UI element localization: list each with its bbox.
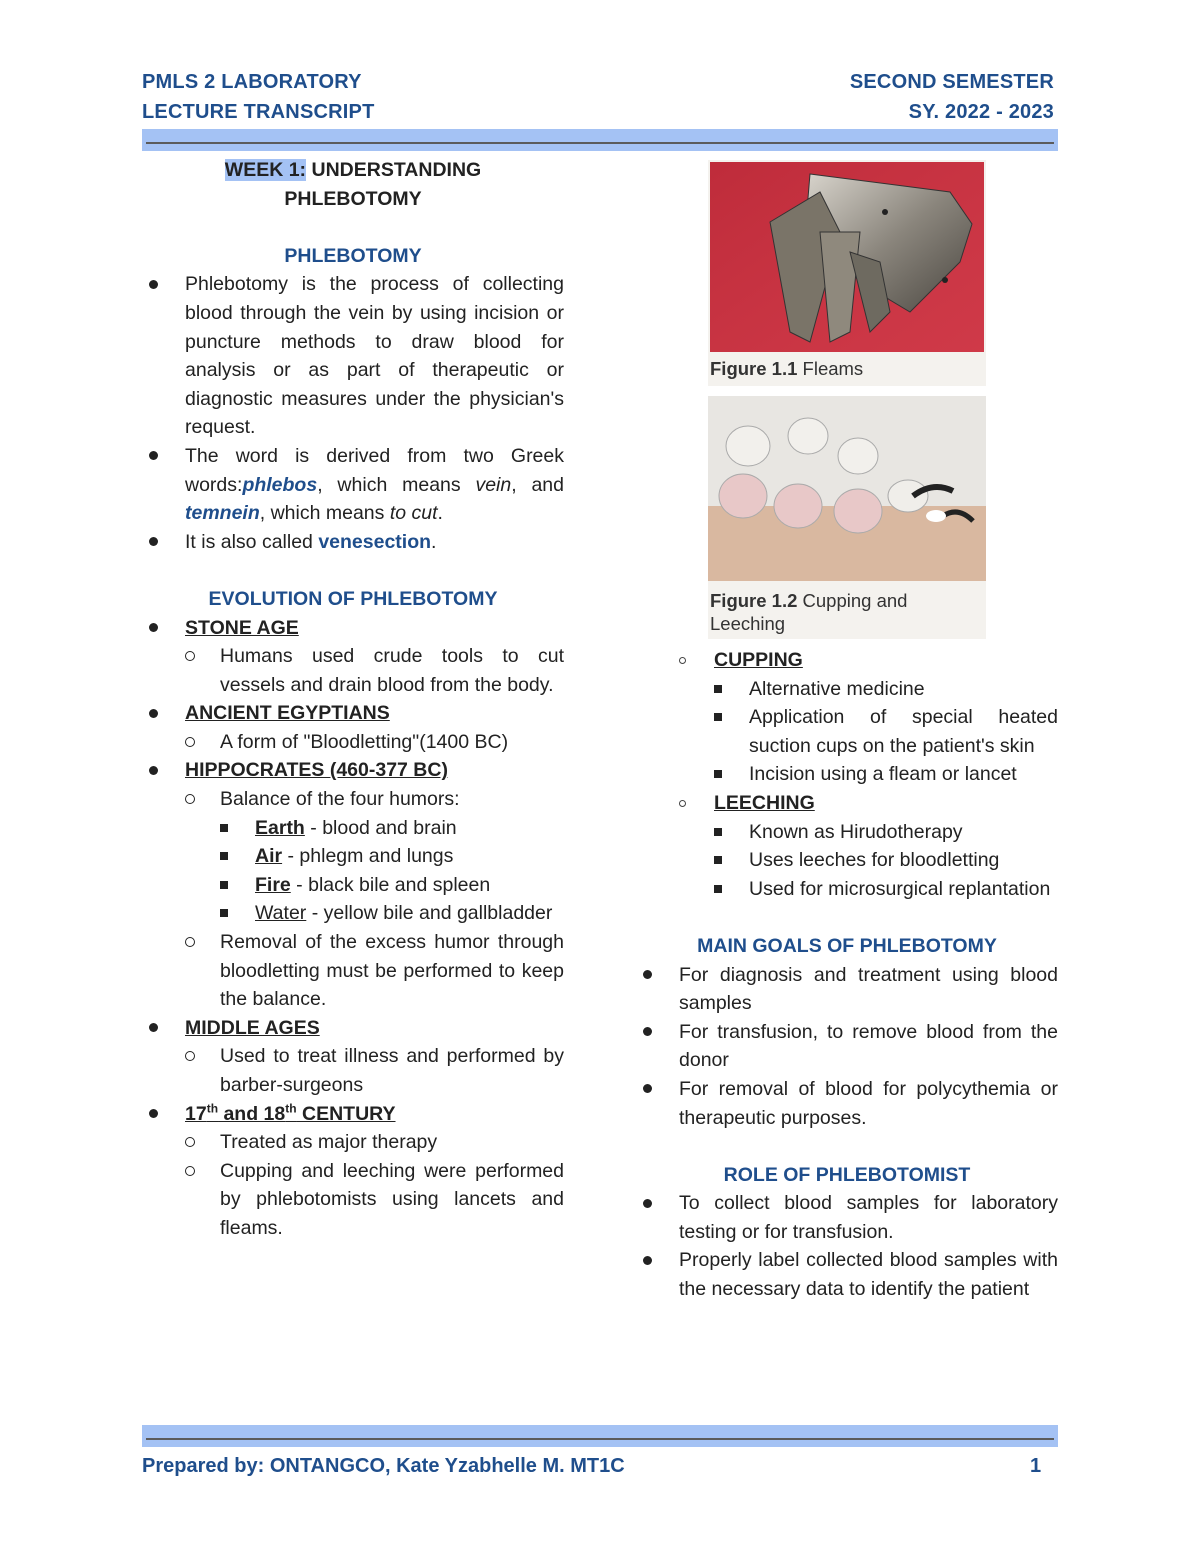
ordinal-suffix: th <box>206 1101 219 1116</box>
figure-caption-text: Leeching <box>710 613 786 634</box>
circle-bullet-icon <box>185 737 195 747</box>
figure-caption-text: Fleams <box>802 358 864 379</box>
era-stone-age: STONE AGE <box>185 616 299 639</box>
item-text: , and <box>511 473 564 496</box>
bullet-icon <box>149 623 158 632</box>
circle-bullet-icon <box>185 1051 195 1061</box>
hollow-bullet-icon <box>679 800 686 807</box>
square-bullet-icon <box>220 824 228 832</box>
item-text: Properly label collected blood samples with the necessary data to identify the patient <box>679 1249 1058 1301</box>
list-item <box>636 1018 1058 1075</box>
list-item <box>142 814 564 843</box>
item-text: Uses leeches for bloodletting <box>749 849 1000 872</box>
page-number: 1 <box>1030 1455 1042 1477</box>
left-column <box>142 156 564 1243</box>
item-text: For diagnosis and treatment using blood samples <box>679 963 1058 1015</box>
section-heading-role: ROLE OF PHLEBOTOMIST <box>723 1163 971 1186</box>
square-bullet-icon <box>714 856 722 864</box>
footer-divider <box>142 1425 1058 1447</box>
item-text: Incision using a fleam or lancet <box>749 763 1017 786</box>
item-text: Application of special heated suction cups on the patient's skin <box>749 706 1058 757</box>
list-item <box>142 1157 564 1243</box>
square-bullet-icon <box>220 909 228 917</box>
century-18: and 18 <box>218 1102 286 1125</box>
item-text: Balance of the four humors: <box>220 788 460 811</box>
bullet-icon <box>149 766 158 775</box>
circle-bullet-icon <box>185 937 195 947</box>
item-text: - black bile and spleen <box>290 873 491 896</box>
list-item <box>142 842 564 871</box>
week-label: WEEK 1: <box>224 159 307 181</box>
circle-bullet-icon <box>185 794 195 804</box>
item-text: For removal of blood for polycythemia or therapeutic purposes. <box>679 1077 1058 1129</box>
list-item <box>636 675 1058 704</box>
figure-fleams <box>708 160 986 386</box>
section-heading-evolution: EVOLUTION OF PHLEBOTOMY <box>208 587 498 610</box>
bullet-icon <box>149 1023 158 1032</box>
item-text: , which means <box>259 502 390 525</box>
item-text: Humans used crude tools to cut vessels and drain blood from the body. <box>220 645 564 696</box>
circle-bullet-icon <box>185 1166 195 1176</box>
list-item <box>142 785 564 814</box>
item-text: It is also called <box>185 530 319 553</box>
item-text: Alternative medicine <box>749 677 925 700</box>
list-item <box>636 1246 1058 1303</box>
semester: SECOND SEMESTER <box>849 71 1054 93</box>
square-bullet-icon <box>714 885 722 893</box>
figure-cupping-leeching <box>708 396 986 639</box>
figure-caption <box>710 358 863 380</box>
section-heading-phlebotomy: PHLEBOTOMY <box>284 244 422 267</box>
item-text: Phlebotomy is the process of collecting blood through the vein by using incision or puncture methods to draw blood for analysis or as part of therapeutic or diagnostic measures under the physician's request. <box>185 273 564 439</box>
list-item <box>142 871 564 900</box>
figure-caption-text: Cupping and <box>802 590 908 611</box>
bullet-icon <box>643 1256 652 1265</box>
list-item <box>142 1128 564 1157</box>
ordinal-suffix: th <box>285 1101 297 1116</box>
circle-bullet-icon <box>185 1137 195 1147</box>
item-text: , which means <box>317 473 476 496</box>
item-text: To collect blood samples for laboratory testing or for transfusion. <box>679 1192 1058 1243</box>
item-text: Used for microsurgical replantation <box>749 877 1051 900</box>
course-title: PMLS 2 LABORATORY <box>142 71 362 93</box>
page-title <box>142 156 564 185</box>
bullet-icon <box>643 1084 652 1093</box>
bullet-icon <box>643 1027 652 1036</box>
figure-number: Figure 1.1 <box>710 358 798 379</box>
century-word: CENTURY <box>296 1102 396 1125</box>
term-phlebos: phlebos <box>242 473 318 496</box>
era-egyptians: ANCIENT EGYPTIANS <box>185 702 390 725</box>
term-temnein: temnein <box>185 502 260 525</box>
term-vein: vein <box>475 473 512 496</box>
list-item <box>636 846 1058 875</box>
item-text: - yellow bile and gallbladder <box>306 902 553 925</box>
bullet-icon <box>149 1109 158 1118</box>
hollow-bullet-icon <box>679 657 686 664</box>
list-item <box>142 528 564 557</box>
list-item <box>142 270 564 442</box>
item-text: - blood and brain <box>304 816 457 839</box>
square-bullet-icon <box>714 770 722 778</box>
list-item <box>142 756 564 785</box>
item-text: Known as Hirudotherapy <box>749 820 963 843</box>
item-text: Cupping and leeching were performed by phlebotomists using lancets and fleams. <box>220 1159 564 1239</box>
term-to-cut: to cut <box>389 502 438 525</box>
term-venesection: venesection <box>318 530 432 553</box>
square-bullet-icon <box>714 713 722 721</box>
subheading-leeching: LEECHING <box>714 791 815 814</box>
humor-earth: Earth <box>255 816 305 839</box>
document-type: LECTURE TRANSCRIPT <box>142 101 375 123</box>
item-text: For transfusion, to remove blood from the donor <box>679 1020 1058 1072</box>
bullet-icon <box>643 1199 652 1208</box>
era-hippocrates: HIPPOCRATES (460-377 BC) <box>185 759 448 782</box>
square-bullet-icon <box>714 685 722 693</box>
list-item <box>636 961 1058 1018</box>
right-column <box>636 646 1058 1304</box>
square-bullet-icon <box>714 828 722 836</box>
list-item <box>636 646 1058 675</box>
subheading-cupping: CUPPING <box>714 649 803 671</box>
era-17-18-century <box>185 1103 396 1125</box>
figure-caption <box>710 589 907 635</box>
century-17: 17 <box>185 1102 207 1125</box>
item-text: Removal of the excess humor through bloodletting must be performed to keep the balance. <box>220 931 564 1011</box>
list-item <box>142 642 564 699</box>
item-text: Treated as major therapy <box>220 1131 438 1154</box>
bullet-icon <box>149 709 158 718</box>
bullet-icon <box>643 970 652 979</box>
prepared-by: Prepared by: ONTANGCO, Kate Yzabhelle M. MT1C <box>142 1455 625 1477</box>
item-text: . <box>437 502 443 525</box>
bullet-icon <box>149 537 158 546</box>
title-line1: UNDERSTANDING <box>306 159 482 181</box>
list-item <box>142 728 564 757</box>
list-item <box>142 1100 564 1129</box>
square-bullet-icon <box>220 852 228 860</box>
list-item <box>636 818 1058 847</box>
figure-number: Figure 1.2 <box>710 590 798 611</box>
square-bullet-icon <box>220 881 228 889</box>
school-year: SY. 2022 - 2023 <box>908 101 1054 123</box>
title-line2: PHLEBOTOMY <box>284 187 422 210</box>
header-divider <box>142 129 1058 151</box>
cupping-photo <box>708 396 986 581</box>
list-item <box>142 1042 564 1099</box>
humor-air: Air <box>255 845 283 868</box>
list-item <box>636 703 1058 760</box>
list-item <box>636 875 1058 904</box>
list-item <box>636 789 1058 818</box>
list-item <box>636 1075 1058 1132</box>
bullet-icon <box>149 451 158 460</box>
list-item <box>142 614 564 643</box>
item-text: . <box>431 530 437 553</box>
list-item <box>142 928 564 1014</box>
list-item <box>142 699 564 728</box>
list-item <box>636 1189 1058 1246</box>
item-text: A form of "Bloodletting"(1400 BC) <box>220 730 509 753</box>
list-item <box>142 899 564 928</box>
circle-bullet-icon <box>185 651 195 661</box>
humor-fire: Fire <box>255 873 291 896</box>
era-middle-ages: MIDDLE AGES <box>185 1016 320 1039</box>
list-item <box>142 1014 564 1043</box>
item-text: Used to treat illness and performed by barber-surgeons <box>220 1045 564 1096</box>
section-heading-goals: MAIN GOALS OF PHLEBOTOMY <box>697 934 997 957</box>
bullet-icon <box>149 280 158 289</box>
fleams-photo <box>710 162 988 354</box>
list-item <box>636 760 1058 789</box>
humor-water: Water <box>255 902 307 925</box>
list-item <box>142 442 564 528</box>
item-text: - phlegm and lungs <box>282 845 454 868</box>
item-text: The word is derived from two Greek words: <box>185 444 564 496</box>
